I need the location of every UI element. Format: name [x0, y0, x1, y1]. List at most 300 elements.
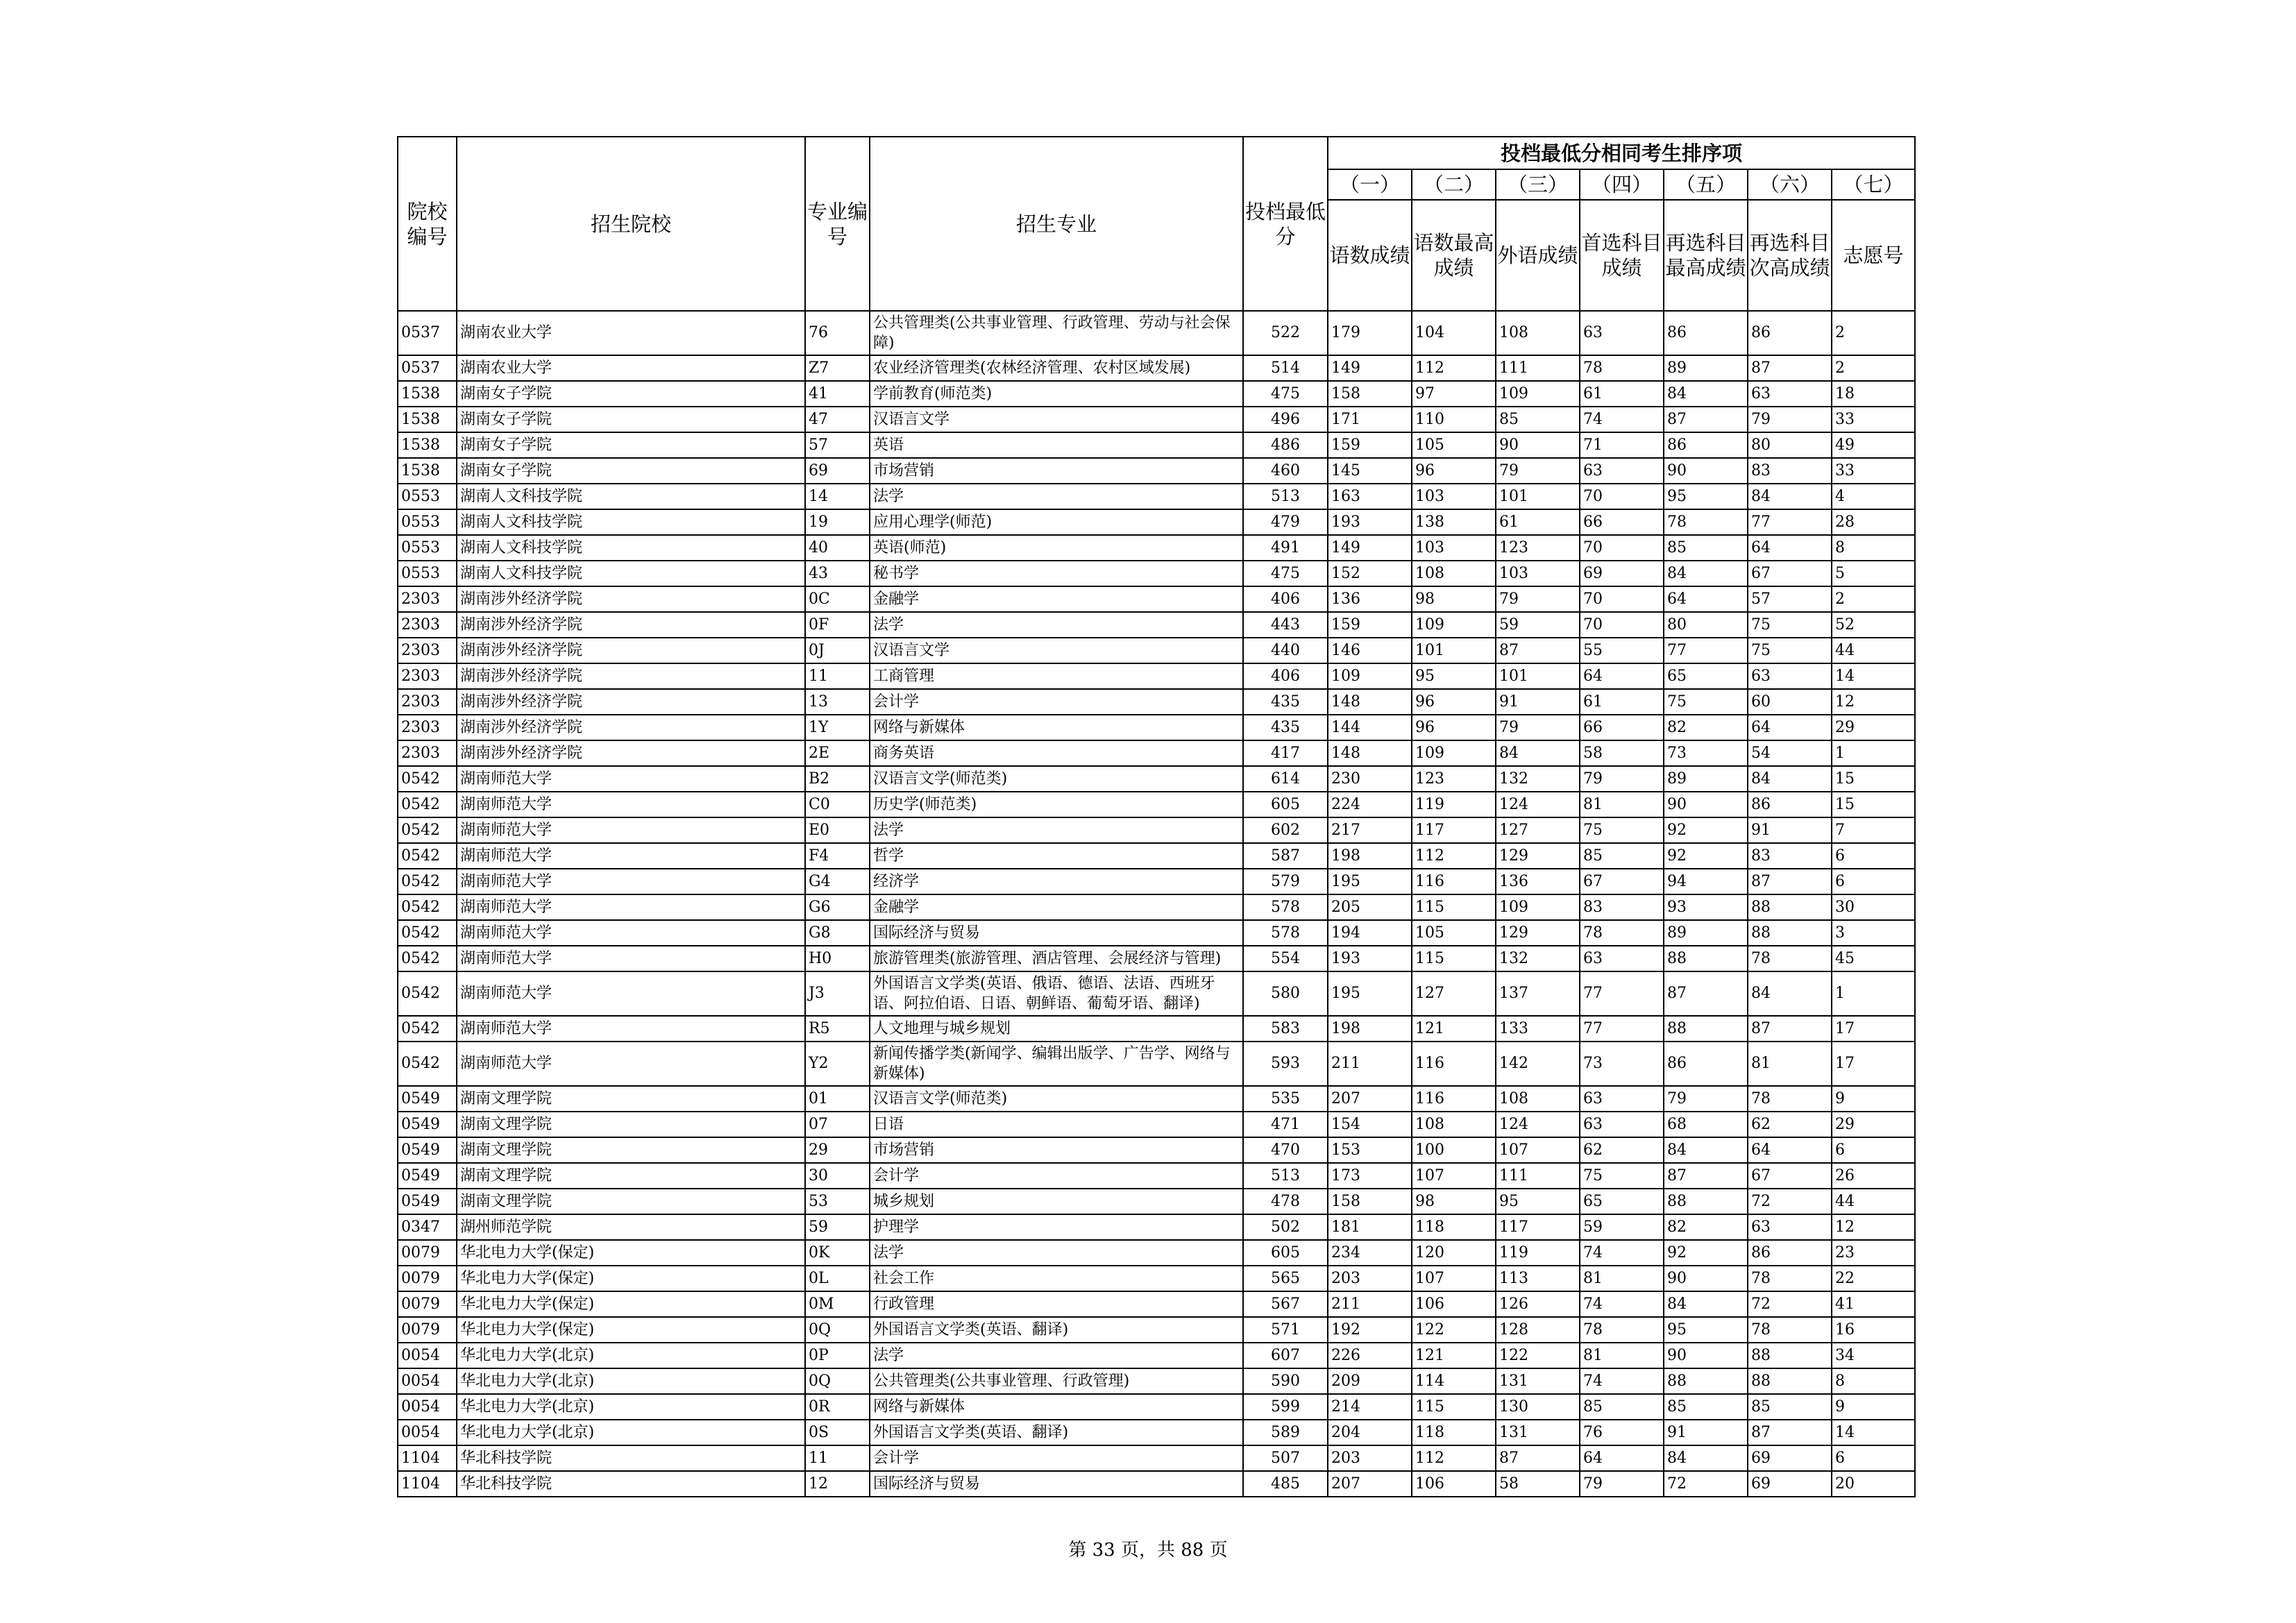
school-code-cell: 0542: [398, 1016, 457, 1042]
order1-cell: 145: [1328, 458, 1412, 484]
school-name-cell: 湖南女子学院: [457, 432, 805, 458]
min-score-cell: 406: [1243, 663, 1328, 689]
order4-cell: 79: [1580, 1471, 1664, 1497]
min-score-cell: 587: [1243, 843, 1328, 869]
order2-cell: 116: [1412, 1042, 1496, 1086]
volunteer-cell: 18: [1832, 381, 1915, 407]
order6-cell: 77: [1748, 509, 1832, 535]
order1-cell: 159: [1328, 612, 1412, 638]
major-name-cell: 公共管理类(公共事业管理、行政管理): [870, 1368, 1243, 1394]
header-order-item: 志愿号: [1832, 200, 1915, 311]
order5-cell: 87: [1664, 971, 1748, 1016]
volunteer-cell: 3: [1832, 920, 1915, 946]
header-order-num: （五）: [1664, 169, 1748, 200]
major-code-cell: 0R: [805, 1394, 870, 1420]
min-score-cell: 443: [1243, 612, 1328, 638]
order4-cell: 59: [1580, 1214, 1664, 1240]
order2-cell: 115: [1412, 894, 1496, 920]
school-code-cell: 2303: [398, 638, 457, 663]
order1-cell: 195: [1328, 869, 1412, 894]
major-name-cell: 金融学: [870, 894, 1243, 920]
table-row: [398, 1163, 1915, 1189]
table-row: [398, 920, 1915, 946]
major-name-cell: 历史学(师范类): [870, 792, 1243, 817]
order5-cell: 88: [1664, 1368, 1748, 1394]
order6-cell: 62: [1748, 1112, 1832, 1137]
school-name-cell: 湖南农业大学: [457, 311, 805, 355]
order4-cell: 71: [1580, 432, 1664, 458]
page-footer: 第 33 页，共 88 页: [1068, 1540, 1228, 1561]
school-name-cell: 华北科技学院: [457, 1445, 805, 1471]
major-name-cell: 护理学: [870, 1214, 1243, 1240]
major-code-cell: Y2: [805, 1042, 870, 1086]
table-row: [398, 1112, 1915, 1137]
school-code-cell: 0542: [398, 1042, 457, 1086]
header-min-score: 投档最低分: [1243, 137, 1328, 311]
order6-cell: 72: [1748, 1189, 1832, 1214]
school-code-cell: 0542: [398, 971, 457, 1016]
major-name-cell: 外国语言文学类(英语、俄语、德语、法语、西班牙语、阿拉伯语、日语、朝鲜语、葡萄牙语、翻译): [870, 971, 1243, 1016]
major-name-cell: 国际经济与贸易: [870, 1471, 1243, 1497]
order4-cell: 74: [1580, 1240, 1664, 1266]
order2-cell: 96: [1412, 458, 1496, 484]
school-code-cell: 1104: [398, 1471, 457, 1497]
order4-cell: 63: [1580, 1112, 1664, 1137]
volunteer-cell: 41: [1832, 1291, 1915, 1317]
school-code-cell: 0542: [398, 894, 457, 920]
table-row: [398, 311, 1915, 355]
min-score-cell: 583: [1243, 1016, 1328, 1042]
major-code-cell: 29: [805, 1137, 870, 1163]
header-major: 招生专业: [870, 137, 1243, 311]
school-code-cell: 0549: [398, 1086, 457, 1112]
order5-cell: 92: [1664, 817, 1748, 843]
major-code-cell: 11: [805, 1445, 870, 1471]
min-score-cell: 507: [1243, 1445, 1328, 1471]
order3-cell: 111: [1496, 355, 1580, 381]
order4-cell: 70: [1580, 586, 1664, 612]
major-name-cell: 汉语言文学(师范类): [870, 1086, 1243, 1112]
major-name-cell: 学前教育(师范类): [870, 381, 1243, 407]
school-name-cell: 湖南文理学院: [457, 1189, 805, 1214]
order4-cell: 81: [1580, 792, 1664, 817]
order1-cell: 211: [1328, 1291, 1412, 1317]
school-code-cell: 1538: [398, 381, 457, 407]
order6-cell: 63: [1748, 1214, 1832, 1240]
school-name-cell: 湖南文理学院: [457, 1163, 805, 1189]
order6-cell: 79: [1748, 407, 1832, 432]
order3-cell: 132: [1496, 946, 1580, 971]
order6-cell: 91: [1748, 817, 1832, 843]
order1-cell: 234: [1328, 1240, 1412, 1266]
header-order-item: 再选科目最高成绩: [1664, 200, 1748, 311]
order2-cell: 96: [1412, 715, 1496, 740]
order3-cell: 91: [1496, 689, 1580, 715]
header-order-item: 语数最高成绩: [1412, 200, 1496, 311]
volunteer-cell: 16: [1832, 1317, 1915, 1343]
order6-cell: 75: [1748, 612, 1832, 638]
major-name-cell: 法学: [870, 817, 1243, 843]
order2-cell: 108: [1412, 561, 1496, 586]
school-code-cell: 2303: [398, 612, 457, 638]
order4-cell: 74: [1580, 407, 1664, 432]
order2-cell: 123: [1412, 766, 1496, 792]
order6-cell: 75: [1748, 638, 1832, 663]
order6-cell: 69: [1748, 1445, 1832, 1471]
table-row: [398, 817, 1915, 843]
order3-cell: 101: [1496, 663, 1580, 689]
min-score-cell: 470: [1243, 1137, 1328, 1163]
min-score-cell: 565: [1243, 1266, 1328, 1291]
order5-cell: 89: [1664, 355, 1748, 381]
order4-cell: 66: [1580, 509, 1664, 535]
school-code-cell: 0054: [398, 1420, 457, 1445]
volunteer-cell: 9: [1832, 1394, 1915, 1420]
school-name-cell: 湖南文理学院: [457, 1137, 805, 1163]
school-name-cell: 湖南人文科技学院: [457, 484, 805, 509]
order3-cell: 95: [1496, 1189, 1580, 1214]
order3-cell: 84: [1496, 740, 1580, 766]
major-code-cell: 40: [805, 535, 870, 561]
order4-cell: 85: [1580, 1394, 1664, 1420]
volunteer-cell: 2: [1832, 311, 1915, 355]
table-row: [398, 381, 1915, 407]
order1-cell: 179: [1328, 311, 1412, 355]
major-name-cell: 国际经济与贸易: [870, 920, 1243, 946]
order6-cell: 78: [1748, 1266, 1832, 1291]
order2-cell: 122: [1412, 1317, 1496, 1343]
order5-cell: 86: [1664, 311, 1748, 355]
school-name-cell: 湖南女子学院: [457, 381, 805, 407]
order2-cell: 106: [1412, 1291, 1496, 1317]
order3-cell: 142: [1496, 1042, 1580, 1086]
table-row: [398, 1240, 1915, 1266]
order2-cell: 95: [1412, 663, 1496, 689]
major-name-cell: 商务英语: [870, 740, 1243, 766]
order3-cell: 129: [1496, 843, 1580, 869]
order4-cell: 67: [1580, 869, 1664, 894]
order4-cell: 61: [1580, 689, 1664, 715]
order1-cell: 144: [1328, 715, 1412, 740]
order1-cell: 154: [1328, 1112, 1412, 1137]
table-row: [398, 458, 1915, 484]
order4-cell: 62: [1580, 1137, 1664, 1163]
school-name-cell: 湖州师范学院: [457, 1214, 805, 1240]
major-code-cell: 14: [805, 484, 870, 509]
school-code-cell: 2303: [398, 689, 457, 715]
table-row: [398, 1317, 1915, 1343]
min-score-cell: 435: [1243, 689, 1328, 715]
order2-cell: 118: [1412, 1214, 1496, 1240]
major-code-cell: 0P: [805, 1343, 870, 1368]
order2-cell: 107: [1412, 1163, 1496, 1189]
table-row: [398, 1137, 1915, 1163]
order6-cell: 67: [1748, 1163, 1832, 1189]
order6-cell: 81: [1748, 1042, 1832, 1086]
school-name-cell: 湖南女子学院: [457, 458, 805, 484]
order6-cell: 63: [1748, 381, 1832, 407]
major-code-cell: 69: [805, 458, 870, 484]
order3-cell: 119: [1496, 1240, 1580, 1266]
order6-cell: 84: [1748, 484, 1832, 509]
order3-cell: 87: [1496, 1445, 1580, 1471]
major-code-cell: R5: [805, 1016, 870, 1042]
order2-cell: 107: [1412, 1266, 1496, 1291]
volunteer-cell: 1: [1832, 971, 1915, 1016]
min-score-cell: 602: [1243, 817, 1328, 843]
order4-cell: 58: [1580, 740, 1664, 766]
major-name-cell: 法学: [870, 484, 1243, 509]
major-code-cell: 0M: [805, 1291, 870, 1317]
major-name-cell: 应用心理学(师范): [870, 509, 1243, 535]
min-score-cell: 460: [1243, 458, 1328, 484]
school-name-cell: 湖南人文科技学院: [457, 509, 805, 535]
order1-cell: 207: [1328, 1086, 1412, 1112]
order1-cell: 149: [1328, 535, 1412, 561]
order2-cell: 115: [1412, 946, 1496, 971]
volunteer-cell: 8: [1832, 535, 1915, 561]
order1-cell: 158: [1328, 381, 1412, 407]
order5-cell: 82: [1664, 715, 1748, 740]
order4-cell: 77: [1580, 1016, 1664, 1042]
min-score-cell: 417: [1243, 740, 1328, 766]
major-code-cell: 0S: [805, 1420, 870, 1445]
order5-cell: 90: [1664, 458, 1748, 484]
school-code-cell: 0079: [398, 1266, 457, 1291]
school-name-cell: 华北电力大学(保定): [457, 1266, 805, 1291]
min-score-cell: 579: [1243, 869, 1328, 894]
volunteer-cell: 2: [1832, 355, 1915, 381]
major-code-cell: B2: [805, 766, 870, 792]
major-code-cell: Z7: [805, 355, 870, 381]
order4-cell: 78: [1580, 1317, 1664, 1343]
volunteer-cell: 30: [1832, 894, 1915, 920]
volunteer-cell: 20: [1832, 1471, 1915, 1497]
order1-cell: 192: [1328, 1317, 1412, 1343]
order5-cell: 73: [1664, 740, 1748, 766]
major-name-cell: 会计学: [870, 689, 1243, 715]
order3-cell: 79: [1496, 586, 1580, 612]
order3-cell: 131: [1496, 1368, 1580, 1394]
order4-cell: 69: [1580, 561, 1664, 586]
volunteer-cell: 14: [1832, 1420, 1915, 1445]
order2-cell: 119: [1412, 792, 1496, 817]
volunteer-cell: 6: [1832, 1137, 1915, 1163]
order2-cell: 121: [1412, 1343, 1496, 1368]
order1-cell: 217: [1328, 817, 1412, 843]
order5-cell: 90: [1664, 792, 1748, 817]
major-code-cell: 0L: [805, 1266, 870, 1291]
volunteer-cell: 52: [1832, 612, 1915, 638]
order5-cell: 86: [1664, 432, 1748, 458]
major-code-cell: F4: [805, 843, 870, 869]
order2-cell: 96: [1412, 689, 1496, 715]
major-code-cell: H0: [805, 946, 870, 971]
min-score-cell: 502: [1243, 1214, 1328, 1240]
volunteer-cell: 12: [1832, 1214, 1915, 1240]
order2-cell: 116: [1412, 869, 1496, 894]
min-score-cell: 590: [1243, 1368, 1328, 1394]
volunteer-cell: 44: [1832, 1189, 1915, 1214]
volunteer-cell: 7: [1832, 817, 1915, 843]
table-row: [398, 1343, 1915, 1368]
order4-cell: 78: [1580, 920, 1664, 946]
order3-cell: 117: [1496, 1214, 1580, 1240]
school-name-cell: 湖南涉外经济学院: [457, 740, 805, 766]
order5-cell: 84: [1664, 381, 1748, 407]
order1-cell: 148: [1328, 740, 1412, 766]
school-code-cell: 0542: [398, 843, 457, 869]
order3-cell: 123: [1496, 535, 1580, 561]
order1-cell: 203: [1328, 1445, 1412, 1471]
order2-cell: 109: [1412, 740, 1496, 766]
min-score-cell: 406: [1243, 586, 1328, 612]
order3-cell: 124: [1496, 792, 1580, 817]
table-row: [398, 1445, 1915, 1471]
table-row: [398, 946, 1915, 971]
order1-cell: 181: [1328, 1214, 1412, 1240]
volunteer-cell: 6: [1832, 869, 1915, 894]
order5-cell: 92: [1664, 843, 1748, 869]
major-name-cell: 行政管理: [870, 1291, 1243, 1317]
table-row: [398, 740, 1915, 766]
order5-cell: 90: [1664, 1266, 1748, 1291]
order3-cell: 61: [1496, 509, 1580, 535]
school-code-cell: 0542: [398, 869, 457, 894]
volunteer-cell: 33: [1832, 407, 1915, 432]
major-code-cell: 01: [805, 1086, 870, 1112]
school-code-cell: 0549: [398, 1112, 457, 1137]
order5-cell: 87: [1664, 1163, 1748, 1189]
school-code-cell: 0054: [398, 1343, 457, 1368]
order3-cell: 128: [1496, 1317, 1580, 1343]
major-code-cell: J3: [805, 971, 870, 1016]
order5-cell: 80: [1664, 612, 1748, 638]
major-code-cell: 30: [805, 1163, 870, 1189]
order6-cell: 86: [1748, 792, 1832, 817]
volunteer-cell: 14: [1832, 663, 1915, 689]
order4-cell: 74: [1580, 1291, 1664, 1317]
order4-cell: 81: [1580, 1266, 1664, 1291]
major-name-cell: 工商管理: [870, 663, 1243, 689]
order1-cell: 171: [1328, 407, 1412, 432]
school-name-cell: 华北电力大学(北京): [457, 1394, 805, 1420]
admission-score-table: [397, 136, 1916, 1497]
school-code-cell: 1538: [398, 407, 457, 432]
order5-cell: 95: [1664, 484, 1748, 509]
school-name-cell: 湖南涉外经济学院: [457, 689, 805, 715]
order2-cell: 138: [1412, 509, 1496, 535]
order2-cell: 112: [1412, 1445, 1496, 1471]
order1-cell: 230: [1328, 766, 1412, 792]
school-name-cell: 华北电力大学(保定): [457, 1291, 805, 1317]
major-name-cell: 社会工作: [870, 1266, 1243, 1291]
school-code-cell: 0553: [398, 535, 457, 561]
order1-cell: 136: [1328, 586, 1412, 612]
order6-cell: 88: [1748, 1368, 1832, 1394]
table-row: [398, 1368, 1915, 1394]
school-code-cell: 0553: [398, 509, 457, 535]
order1-cell: 153: [1328, 1137, 1412, 1163]
major-code-cell: 11: [805, 663, 870, 689]
school-code-cell: 0542: [398, 920, 457, 946]
order5-cell: 75: [1664, 689, 1748, 715]
table-row: [398, 843, 1915, 869]
school-code-cell: 0549: [398, 1137, 457, 1163]
order3-cell: 107: [1496, 1137, 1580, 1163]
school-name-cell: 湖南师范大学: [457, 766, 805, 792]
order3-cell: 113: [1496, 1266, 1580, 1291]
major-code-cell: G8: [805, 920, 870, 946]
school-code-cell: 2303: [398, 740, 457, 766]
school-name-cell: 华北电力大学(北京): [457, 1368, 805, 1394]
order2-cell: 118: [1412, 1420, 1496, 1445]
order3-cell: 79: [1496, 715, 1580, 740]
major-code-cell: C0: [805, 792, 870, 817]
min-score-cell: 496: [1243, 407, 1328, 432]
school-code-cell: 1538: [398, 432, 457, 458]
order5-cell: 64: [1664, 586, 1748, 612]
school-code-cell: 0054: [398, 1368, 457, 1394]
school-name-cell: 湖南涉外经济学院: [457, 715, 805, 740]
major-name-cell: 汉语言文学: [870, 407, 1243, 432]
order4-cell: 77: [1580, 971, 1664, 1016]
table-row: [398, 1042, 1915, 1086]
order5-cell: 84: [1664, 1137, 1748, 1163]
header-order-num: （二）: [1412, 169, 1496, 200]
order4-cell: 83: [1580, 894, 1664, 920]
order6-cell: 88: [1748, 1343, 1832, 1368]
order1-cell: 194: [1328, 920, 1412, 946]
school-code-cell: 2303: [398, 715, 457, 740]
order3-cell: 59: [1496, 612, 1580, 638]
order6-cell: 87: [1748, 1016, 1832, 1042]
major-name-cell: 汉语言文学: [870, 638, 1243, 663]
order6-cell: 72: [1748, 1291, 1832, 1317]
header-school-code: 院校编号: [398, 137, 457, 311]
major-code-cell: 13: [805, 689, 870, 715]
major-name-cell: 新闻传播学类(新闻学、编辑出版学、广告学、网络与新媒体): [870, 1042, 1243, 1086]
school-name-cell: 湖南师范大学: [457, 1042, 805, 1086]
order6-cell: 83: [1748, 843, 1832, 869]
major-code-cell: 41: [805, 381, 870, 407]
order1-cell: 149: [1328, 355, 1412, 381]
order6-cell: 86: [1748, 1240, 1832, 1266]
order6-cell: 80: [1748, 432, 1832, 458]
volunteer-cell: 9: [1832, 1086, 1915, 1112]
major-name-cell: 日语: [870, 1112, 1243, 1137]
min-score-cell: 554: [1243, 946, 1328, 971]
school-name-cell: 湖南师范大学: [457, 920, 805, 946]
order5-cell: 84: [1664, 1445, 1748, 1471]
school-name-cell: 华北电力大学(北京): [457, 1420, 805, 1445]
order4-cell: 63: [1580, 1086, 1664, 1112]
school-name-cell: 湖南人文科技学院: [457, 561, 805, 586]
major-name-cell: 农业经济管理类(农林经济管理、农村区域发展): [870, 355, 1243, 381]
order6-cell: 86: [1748, 311, 1832, 355]
volunteer-cell: 49: [1832, 432, 1915, 458]
table-row: [398, 509, 1915, 535]
min-score-cell: 567: [1243, 1291, 1328, 1317]
order3-cell: 103: [1496, 561, 1580, 586]
major-name-cell: 法学: [870, 612, 1243, 638]
school-code-cell: 1104: [398, 1445, 457, 1471]
order5-cell: 93: [1664, 894, 1748, 920]
order6-cell: 54: [1748, 740, 1832, 766]
order3-cell: 131: [1496, 1420, 1580, 1445]
min-score-cell: 479: [1243, 509, 1328, 535]
order4-cell: 79: [1580, 766, 1664, 792]
